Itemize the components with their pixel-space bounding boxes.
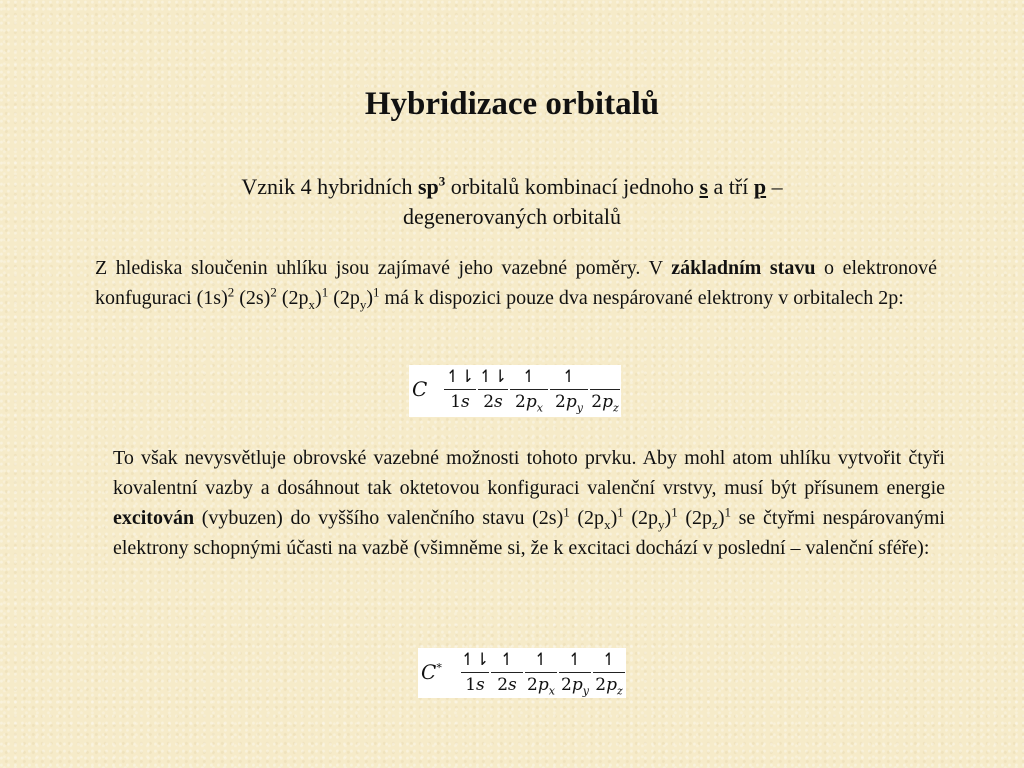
ground-state-paragraph — [95, 253, 937, 313]
electron-arrow — [589, 365, 621, 389]
sp-superscript: 3 — [438, 173, 446, 189]
excited-state-paragraph — [113, 443, 945, 563]
orbital-label: $2p_y$ — [555, 392, 583, 415]
orbital-2px — [524, 648, 558, 700]
text: Z hlediska sloučenin uhlíku jsou zajímavé jeho vazebné poměry. V — [95, 257, 672, 279]
excited-state-orbital-diagram — [418, 648, 626, 698]
text: má k dispozici pouze dva nespárované elektrony v orbitalech 2p: — [379, 287, 904, 309]
subtitle-text: Vznik 4 hybridních — [241, 174, 418, 199]
subtitle-text: a tří — [708, 174, 754, 199]
superscript: 1 — [617, 504, 624, 520]
superscript: 1 — [321, 284, 329, 300]
subtitle-text: orbitalů kombinací jednoho — [445, 174, 700, 199]
electron-arrow: ↿ — [561, 367, 577, 387]
subtitle-line2: degenerovaných orbitalů — [402, 204, 622, 229]
text: ) — [717, 507, 725, 529]
electron-pair-arrows: ↿⇂ — [478, 367, 508, 387]
text: o elektronové konfuguraci (1s) — [95, 257, 937, 309]
electron-arrow: ↿ — [567, 650, 583, 670]
subscript: z — [712, 517, 718, 532]
text: (2p — [569, 507, 605, 529]
text: (2p — [328, 287, 360, 309]
orbital-label: $2p_x$ — [515, 392, 543, 415]
text: ) — [610, 507, 618, 529]
superscript: 1 — [671, 504, 678, 520]
superscript: 1 — [724, 504, 731, 520]
slide-subtitle — [140, 172, 884, 232]
sp-text: sp — [417, 174, 439, 199]
subscript: x — [604, 517, 611, 532]
orbital-2px — [509, 365, 549, 417]
electron-pair-arrows: ↿⇂ — [460, 650, 490, 670]
orbital-1s — [460, 648, 490, 700]
excited-term: excitován — [113, 507, 195, 529]
subscript: y — [658, 517, 665, 532]
orbital-2pz — [592, 648, 626, 700]
electron-arrow: ↿ — [521, 367, 537, 387]
text: ) — [315, 287, 322, 309]
subscript: x — [308, 297, 316, 312]
superscript: 2 — [227, 284, 235, 300]
element-symbol: C — [412, 377, 428, 401]
text: (2p — [276, 287, 309, 309]
orbital-2py — [549, 365, 589, 417]
subscript: y — [359, 297, 367, 312]
orbital-label: 2s — [483, 392, 503, 412]
text: ) — [366, 287, 374, 309]
orbital-2s — [490, 648, 524, 700]
electron-arrow: ↿ — [533, 650, 549, 670]
electron-arrow: ↿ — [601, 650, 617, 670]
ground-state-orbital-diagram — [409, 365, 621, 417]
orbital-2py — [558, 648, 592, 700]
subtitle-text: – — [766, 174, 783, 199]
electron-arrow: ↿ — [499, 650, 515, 670]
orbital-label: 1s — [465, 675, 485, 695]
orbital-label: 2s — [497, 675, 517, 695]
orbital-label: $2p_z$ — [595, 675, 623, 698]
orbital-label: $2p_z$ — [591, 392, 619, 415]
sp-label — [418, 174, 445, 199]
orbital-2pz — [589, 365, 621, 417]
orbital-label: $2p_y$ — [561, 675, 589, 698]
superscript: 1 — [373, 284, 380, 300]
text: (2s) — [234, 287, 271, 309]
text: To však nevysvětluje obrovské vazebné možnosti tohoto prvku. Aby mohl atom uhlíku vytvořit čtyři kovalentní vazby a dosáhnout tak oktetovou konfiguraci valenční vrstvy, musí být přísunem energie — [113, 447, 945, 499]
text: (2p — [623, 507, 659, 529]
superscript: 2 — [270, 284, 277, 300]
slide-title: Hybridizace orbitalů — [364, 86, 660, 122]
s-orbital-label: s — [699, 174, 709, 199]
p-orbital-label: p — [753, 174, 767, 199]
text: (2p — [677, 507, 713, 529]
text: ) — [664, 507, 672, 529]
orbital-2s — [477, 365, 509, 417]
electron-pair-arrows: ↿⇂ — [445, 367, 475, 387]
orbital-1s — [443, 365, 477, 417]
orbital-label: $2p_x$ — [527, 675, 555, 698]
text: se čtyřmi nespárovanými elektrony schopnými účasti na vazbě (všimněme si, že k excitaci dochází v poslední – valenční sféře): — [113, 507, 945, 559]
element-symbol: C* — [421, 660, 442, 684]
superscript: 1 — [563, 504, 570, 520]
text: (vybuzen) do vyššího valenčního stavu (2s) — [194, 507, 564, 529]
orbital-label: 1s — [450, 392, 470, 412]
ground-state-term: základním stavu — [671, 257, 816, 279]
